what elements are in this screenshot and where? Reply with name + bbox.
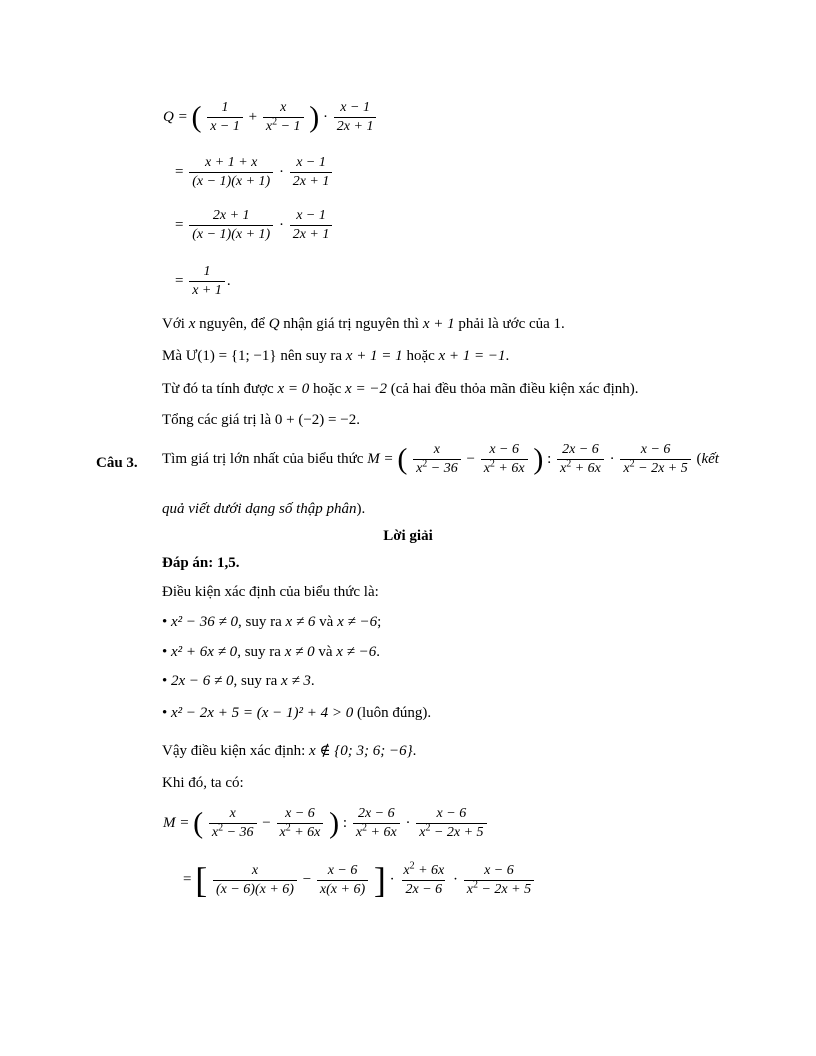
equals-sign: =: [175, 216, 184, 233]
dot-operator: ·: [278, 216, 284, 233]
fraction: $\frac{2x - 6}{x^2 + 6x}$: [353, 806, 400, 841]
bullet-4: • x² − 2x + 5 = (x − 1)² + 4 > 0 (luôn đúng).: [162, 705, 432, 721]
q-lhs: Q =: [163, 108, 188, 125]
answer-line: Đáp án: 1,5.: [162, 555, 240, 571]
m-equation-line-1: M = ( $\frac{x}{x^2 - 36}$ − $\frac{x - 6}{x^2 + 6x}$ ) : $\frac{2x - 6}{x^2 + 6x}$ · $\frac{x - 6}{x^2 - 2x + 5}$: [163, 806, 489, 841]
fraction: $\frac{x - 6}{x^2 + 6x}$: [277, 806, 324, 841]
period: .: [226, 272, 231, 289]
fraction: $\frac{x - 6}{x^2 - 2x + 5}$: [416, 806, 486, 841]
fraction: $\frac{x - 1}{2x + 1}$: [290, 208, 333, 243]
domain-conclusion: Vậy điều kiện xác định: x ∉ {0; 3; 6; −6}.: [162, 743, 417, 759]
equals-sign: =: [175, 272, 184, 289]
fraction: $\frac{x}{x^2 - 36}$: [413, 442, 461, 477]
fraction: $\frac{x}{x^2 - 36}$: [209, 806, 257, 841]
then-line: Khi đó, ta có:: [162, 775, 244, 791]
fraction: $\frac{2x + 1}{(x - 1)(x + 1)}$: [189, 208, 273, 243]
q-equation-line-3: [175, 208, 334, 243]
fraction: $\frac{1}{x - 1}$: [207, 100, 243, 135]
q-equation-line-1: [163, 100, 378, 135]
plus-sign: +: [248, 108, 258, 125]
fraction: $\frac{x - 1}{2x + 1}$: [334, 100, 377, 135]
open-paren: (: [191, 100, 202, 134]
fraction: $\frac{1}{x + 1}$: [189, 264, 225, 299]
fraction: $\frac{x}{(x - 6)(x + 6)}$: [213, 863, 297, 898]
condition-intro: Điều kiện xác định của biểu thức là:: [162, 584, 379, 600]
fraction: $\frac{x}{x^2 - 1}$: [263, 100, 304, 135]
dot-operator: ·: [278, 163, 284, 180]
question-3-statement: Tìm giá trị lớn nhất của biểu thức M = ( $\frac{x}{x^2 - 36}$ − $\frac{x - 6}{x^2 + 6x}$ ) : $\frac{2x - 6}{x^2 + 6x}$ · $\frac{x - 6}{x^2 - 2x + 5}$ (kết: [162, 442, 719, 476]
fraction: $\frac{x - 1}{2x + 1}$: [290, 155, 333, 190]
equals-sign: =: [175, 163, 184, 180]
q-equation-line-4: [175, 264, 231, 299]
text-line-solutions: Từ đó ta tính được x = 0 hoặc x = −2 (cả hai đều thỏa mãn điều kiện xác định).: [162, 381, 639, 397]
fraction: $\frac{x - 6}{x^2 + 6x}$: [481, 442, 528, 477]
bullet-1: • x² − 36 ≠ 0, suy ra x ≠ 6 và x ≠ −6;: [162, 614, 382, 630]
fraction: $\frac{x^2 + 6x}{2x - 6}$: [403, 859, 445, 897]
question-3-note: quả viết dưới dạng số thập phân).: [162, 501, 366, 517]
text-line-sum: Tổng các giá trị là 0 + (−2) = −2.: [162, 412, 360, 428]
fraction: $\frac{x - 6}{x^2 - 2x + 5}$: [464, 863, 534, 898]
text-line-integer-condition: Với x nguyên, để Q nhận giá trị nguyên thì x + 1 phải là ước của 1.: [162, 316, 565, 332]
m-equation-line-2: = [ $\frac{x}{(x - 6)(x + 6)}$ − $\frac{x - 6}{x(x + 6)}$ ] · $\frac{x^2 + 6x}{2x - 6}$ · $\frac{x - 6}{x^2 - 2x + 5}$: [183, 862, 536, 898]
bullet-3: • 2x − 6 ≠ 0, suy ra x ≠ 3.: [162, 673, 315, 689]
bullet-2: • x² + 6x ≠ 0, suy ra x ≠ 0 và x ≠ −6.: [162, 644, 381, 660]
fraction: $\frac{2x - 6}{x^2 + 6x}$: [557, 442, 604, 477]
dot-operator: ·: [323, 108, 329, 125]
fraction: $\frac{x + 1 + x}{(x - 1)(x + 1)}$: [189, 155, 273, 190]
q-equation-line-2: [175, 155, 334, 190]
question-label: Câu 3.: [96, 455, 138, 471]
fraction: $\frac{x - 6}{x^2 - 2x + 5}$: [620, 442, 690, 477]
close-paren: ): [309, 100, 320, 134]
text-line-divisors: Mà Ư(1) = {1; −1} nên suy ra x + 1 = 1 hoặc x + 1 = −1.: [162, 348, 510, 364]
fraction: $\frac{x - 6}{x(x + 6)}$: [317, 863, 368, 898]
solution-heading: Lời giải: [383, 528, 433, 544]
